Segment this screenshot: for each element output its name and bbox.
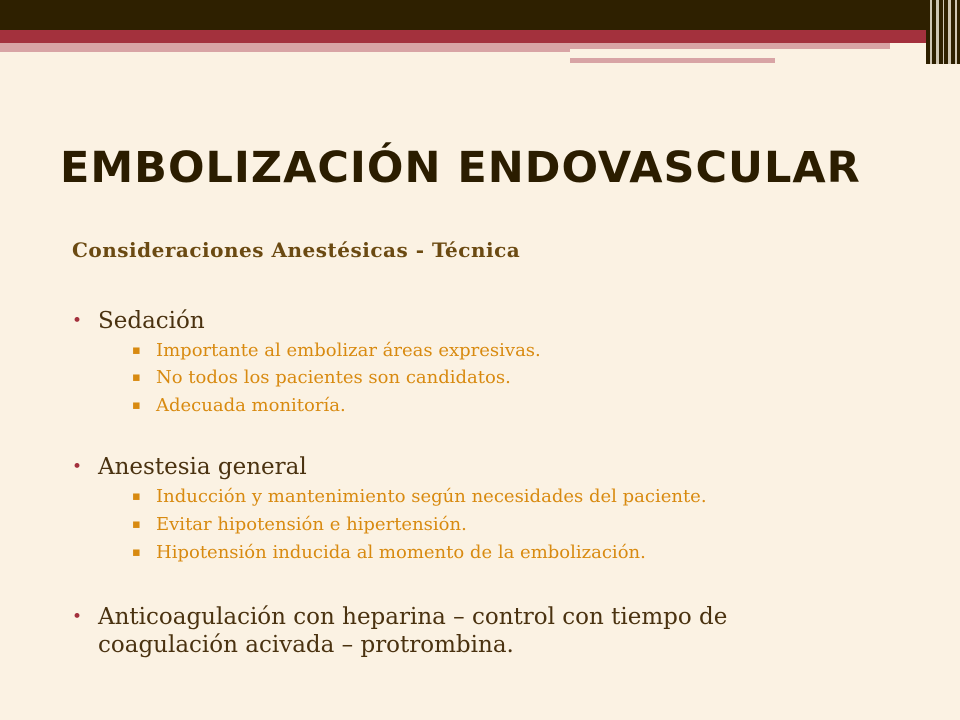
sub-bullet-text: Hipotensión inducida al momento de la embolización. — [156, 542, 646, 563]
header-band-pink-thin — [570, 58, 775, 63]
square-bullet-icon: ▪ — [132, 489, 141, 504]
square-bullet-icon: ▪ — [132, 370, 141, 385]
header-band-pink — [0, 43, 570, 52]
square-bullet-icon: ▪ — [132, 517, 141, 532]
sub-bullet-text: Adecuada monitoría. — [156, 395, 346, 416]
bullet-label-line2: coagulación acivada – protrombina. — [98, 632, 514, 658]
square-bullet-icon: ▪ — [132, 398, 141, 413]
decorative-stripes — [926, 0, 960, 64]
bullet-label: Sedación — [98, 308, 205, 334]
sub-bullet-text: Inducción y mantenimiento según necesidades del paciente. — [156, 486, 707, 507]
bullet-dot-icon: • — [72, 607, 83, 627]
bullet-label: Anestesia general — [98, 454, 307, 480]
sub-bullet-text: Importante al embolizar áreas expresivas. — [156, 340, 541, 361]
square-bullet-icon: ▪ — [132, 545, 141, 560]
header-band-dark — [0, 0, 960, 30]
sub-bullet-text: Evitar hipotensión e hipertensión. — [156, 514, 467, 535]
slide-subtitle: Consideraciones Anestésicas - Técnica — [72, 238, 521, 262]
bullet-dot-icon: • — [72, 457, 83, 477]
bullet-dot-icon: • — [72, 311, 83, 331]
slide-title: EMBOLIZACIÓN ENDOVASCULAR — [60, 143, 861, 193]
sub-bullet-text: No todos los pacientes son candidatos. — [156, 367, 511, 388]
square-bullet-icon: ▪ — [132, 343, 141, 358]
header-band-pink-right — [570, 43, 890, 49]
bullet-label-line1: Anticoagulación con heparina – control con tiempo de — [98, 604, 728, 630]
header-band-red — [0, 30, 960, 43]
